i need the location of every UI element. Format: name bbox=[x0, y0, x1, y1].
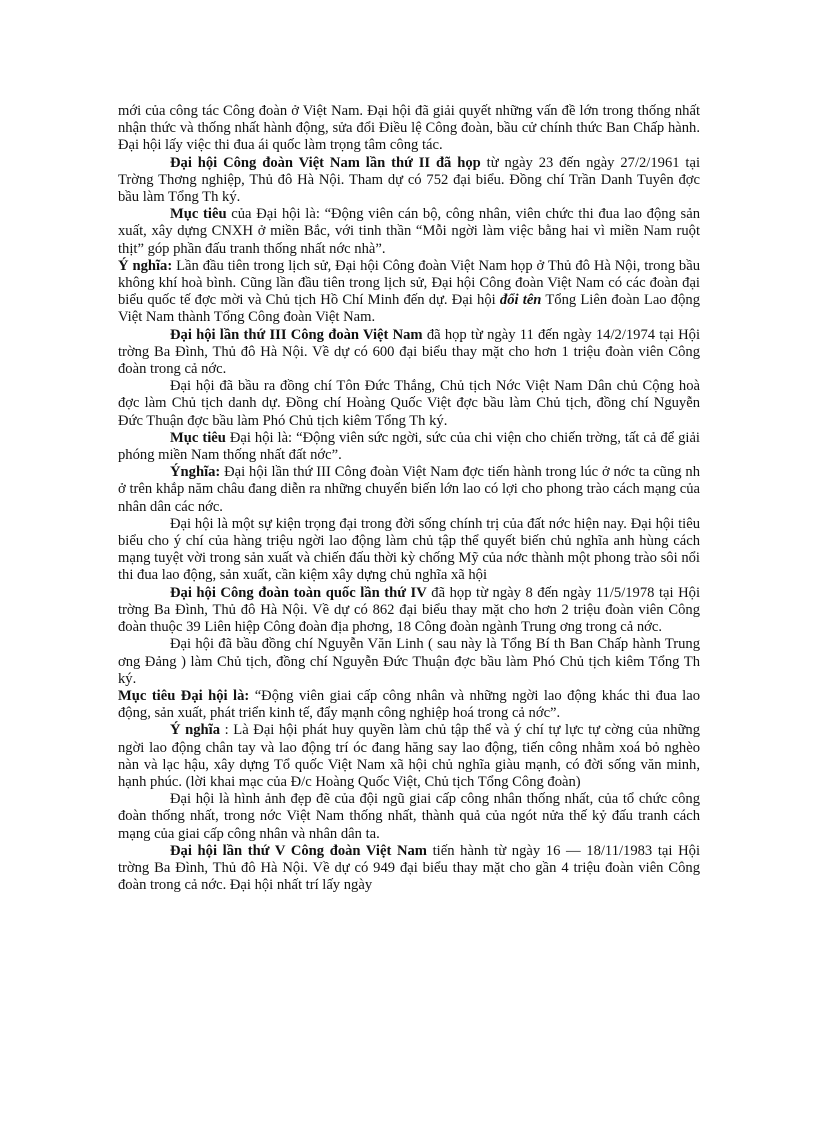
body-text: đã họp từ ngày 11 đến ngày 14/2/1974 tại Hội trờng Ba Đình, Thủ đô Hà Nội. Về dự có 600 đại biểu thay mặt cho hơn 1 triệu đoàn viên Công đoàn trong cả nớc. bbox=[118, 326, 700, 378]
document-page bbox=[118, 103, 700, 894]
body-text: Tổng Liên đoàn Lao động Việt Nam thành Tổng Công đoàn Việt Nam. bbox=[118, 292, 700, 326]
paragraph bbox=[118, 206, 700, 258]
paragraph bbox=[118, 791, 700, 843]
paragraph bbox=[118, 464, 700, 516]
body-text: từ ngày 23 đến ngày 27/2/1961 tại Trờng Thơng nghiệp, Thủ đô Hà Nội. Tham dự có 752 đại biểu. Đồng chí Trần Danh Tuyên đợc bầu làm Tổng Th ký. bbox=[118, 154, 700, 206]
bold-heading-text: Đại hội Công đoàn toàn quốc lần thứ IV bbox=[170, 584, 427, 601]
paragraph bbox=[118, 327, 700, 379]
bold-heading-text: Ý nghĩa: bbox=[118, 257, 173, 274]
body-text: đã họp từ ngày 8 đến ngày 11/5/1978 tại Hội trờng Ba Đình, Thủ đô Hà Nội. Về dự có 862 đại biểu thay mặt cho hơn 2 triệu đoàn viên Công đoàn thuộc 39 Liên hiệp Công đoàn địa phơng, 18 Công đoàn ngành Trung ơng trong cả nớc. bbox=[118, 584, 700, 636]
bold-heading-text: Đại hội lần thứ V Công đoàn Việt Nam bbox=[170, 842, 427, 859]
body-text: Đại hội đã bầu ra đồng chí Tôn Đức Thắng, Chủ tịch Nớc Việt Nam Dân chủ Cộng hoà đợc làm Chủ tịch danh dự. Đồng chí Hoàng Quốc Việt đợc bầu làm Chủ tịch, đồng chí Nguyễn Đức Thuận đợc bầu làm Phó Chủ tịch kiêm Tổng Th ký. bbox=[118, 378, 700, 429]
paragraph bbox=[118, 258, 700, 327]
body-text: Đại hội là hình ảnh đẹp đẽ của đội ngũ giai cấp công nhân thống nhất, của tổ chức công đoàn thống nhất, trong nớc Việt Nam thống nhất, thành quả của ngót nửa thế kỷ đấu tranh cách mạng của giai cấp công nhân và nhân dân ta. bbox=[118, 791, 700, 842]
body-text: “Động viên giai cấp công nhân và những ngời lao động khác thi đua lao động, sản xuất, phát triển kinh tế, đẩy mạnh công nghiệp hoá trong cả nớc”. bbox=[118, 687, 700, 722]
body-text: của Đại hội là: “Động viên cán bộ, công nhân, viên chức thi đua lao động sản xuất, xây dựng CNXH ở miền Bắc, với tinh thần “Mỗi ngời làm việc bằng hai vì miền Nam ruột thịt” góp phần đấu tranh thống nhất nớc nhà”. bbox=[118, 206, 700, 257]
bold-heading-text: Mục tiêu Đại hội là: bbox=[118, 687, 250, 704]
paragraph bbox=[118, 430, 700, 464]
body-text: Đại hội là: “Động viên sức ngời, sức của chi viện cho chiến trờng, tất cả để giải phóng miền Nam thống nhất đất nớc”. bbox=[118, 429, 700, 464]
bold-heading-text: Đại hội Công đoàn Việt Nam lần thứ II đã họp bbox=[170, 154, 481, 171]
body-text: Đại hội là một sự kiện trọng đại trong đời sống chính trị của đất nớc hiện nay. Đại hội tiêu biểu cho ý chí của hàng triệu ngời lao động làm chủ tập thể quyết biến chủ nghĩa anh hùng cách mạng tuyệt vời trong sản xuất và chiến đấu thời kỳ chống Mỹ của nớc thành một phong trào sôi nổi thi đua lao động, sản xuất, cần kiệm xây dựng chủ nghĩa xã hội bbox=[118, 515, 700, 584]
body-text: Đại hội lần thứ III Công đoàn Việt Nam đợc tiến hành trong lúc ở nớc ta cũng nh ở trên khắp năm châu đang diễn ra những chuyển biến lớn lao có lợi cho phong trào cách mạng của nhân dân các nớc. bbox=[118, 464, 700, 515]
paragraph bbox=[118, 843, 700, 895]
bold-italic-text: đổi tên bbox=[499, 292, 542, 309]
bold-heading-text: Ý nghĩa bbox=[170, 722, 221, 739]
paragraph bbox=[118, 636, 700, 688]
body-text: Đại hội đã bầu đồng chí Nguyễn Văn Linh ( sau này là Tổng Bí th Ban Chấp hành Trung ơng Đảng ) làm Chủ tịch, đồng chí Nguyễn Đức Thuận đợc bầu làm Phó Chủ tịch kiêm Tổng Th ký. bbox=[118, 636, 700, 687]
paragraph bbox=[118, 688, 700, 722]
paragraph bbox=[118, 722, 700, 791]
paragraph bbox=[118, 378, 700, 430]
paragraph bbox=[118, 516, 700, 585]
body-text: : Là Đại hội phát huy quyền làm chủ tập thể và ý chí tự lực tự cờng của những ngời lao động chân tay và lao động trí óc đang hăng say lao động, tiến công nhằm xoá bỏ nghèo nàn và lạc hậu, xây dựng Tổ quốc Việt Nam xã hội chủ nghĩa giàu mạnh, có đời sống văn minh, hạnh phúc. (lời khai mạc của Đ/c Hoàng Quốc Việt, Chủ tịch Tổng Công đoàn) bbox=[118, 722, 700, 790]
body-text: tiến hành từ ngày 16 — 18/11/1983 tại Hội trờng Ba Đình, Thủ đô Hà Nội. Về dự có 949 đại biểu thay mặt cho gần 4 triệu đoàn viên Công đoàn trong cả nớc. Đại hội nhất trí lấy ngày bbox=[118, 842, 701, 894]
body-text: Lần đầu tiên trong lịch sử, Đại hội Công đoàn Việt Nam họp ở Thủ đô Hà Nội, trong bầu không khí hoà bình. Cũng lần đầu tiên trong lịch sử, Đại hội Công đoàn Việt Nam có các đoàn đại biểu quốc tế đợc mời và Chủ tịch Hồ Chí Minh đến dự. Đại hội bbox=[118, 257, 700, 309]
bold-heading-text: Mục tiêu bbox=[170, 429, 226, 446]
bold-heading-text: Mục tiêu bbox=[170, 206, 227, 223]
body-text: mới của công tác Công đoàn ở Việt Nam. Đại hội đã giải quyết những vấn đề lớn trong thống nhất nhận thức và thống nhất hành động, sửa đổi Điều lệ Công đoàn, bầu cử chính thức Ban Chấp hành. Đại hội lấy việc thi đua ái quốc làm trọng tâm công tác. bbox=[118, 103, 700, 154]
paragraph bbox=[118, 585, 700, 637]
paragraph bbox=[118, 155, 700, 207]
bold-heading-text: Đại hội lần thứ III Công đoàn Việt Nam bbox=[170, 326, 423, 343]
paragraph bbox=[118, 103, 700, 155]
bold-heading-text: Ýnghĩa: bbox=[170, 464, 221, 481]
